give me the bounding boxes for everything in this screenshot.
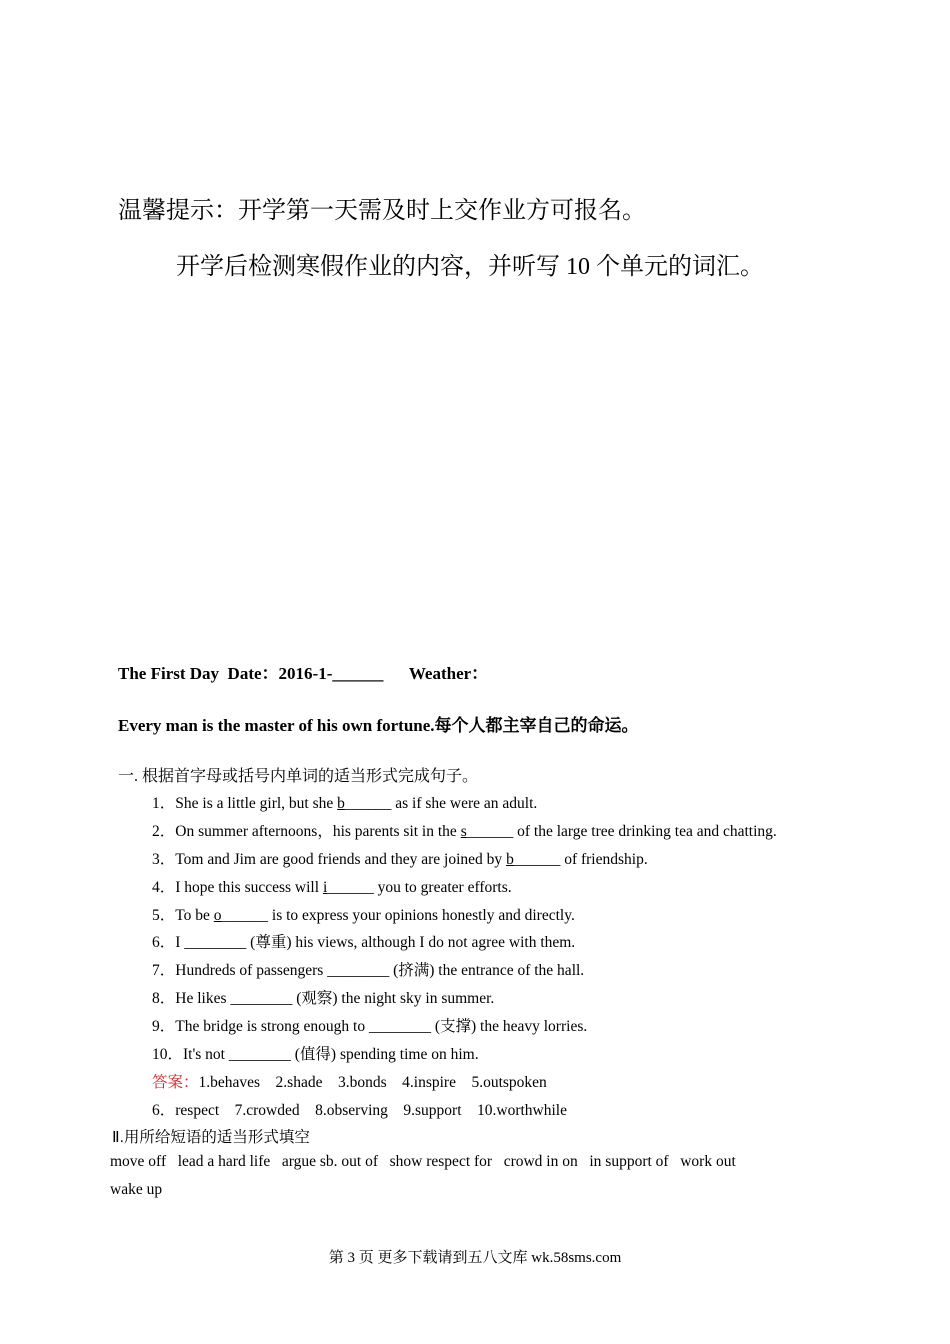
answers-line-2: 6．respect 7.crowded 8.observing 9.support 10.worthwhile bbox=[152, 1102, 567, 1119]
question-item: 1．She is a little girl, but she b______ as if she were an adult. bbox=[152, 795, 538, 812]
notice-line-1: 温馨提示：开学第一天需及时上交作业方可报名。 bbox=[118, 198, 646, 224]
motto bbox=[118, 711, 639, 736]
question-item: 10．It's not ________ (值得) spending time on him. bbox=[152, 1046, 479, 1063]
date-label: Date： bbox=[227, 664, 279, 683]
question-item: 2．On summer afternoons，his parents sit in the s______ of the large tree drinking tea and chatting. bbox=[152, 823, 777, 840]
question-item: 4．I hope this success will i______ you to greater efforts. bbox=[152, 879, 512, 896]
day-header bbox=[118, 659, 488, 684]
phrase-bank-line-1: move off lead a hard life argue sb. out of show respect for crowd in on in support of work out bbox=[110, 1153, 736, 1170]
question-item: 6．I ________ (尊重) his views, although I do not agree with them. bbox=[152, 934, 576, 951]
question-item: 3．Tom and Jim are good friends and they are joined by b______ of friendship. bbox=[152, 851, 648, 868]
question-item: 9．The bridge is strong enough to ________ (支撑) the heavy lorries. bbox=[152, 1018, 588, 1035]
page-footer: 第 3 页 更多下载请到五八文库 wk.58sms.com bbox=[328, 1250, 622, 1266]
date-value: 2016-1-______ bbox=[278, 664, 384, 683]
answers-line-1 bbox=[152, 1070, 547, 1092]
answer-label: 答案： bbox=[152, 1074, 199, 1091]
notice-line-2: 开学后检测寒假作业的内容，并听写 10 个单元的词汇。 bbox=[176, 254, 764, 280]
motto-english: Every man is the master of his own fortune. bbox=[118, 716, 435, 735]
weather-label: Weather： bbox=[408, 664, 489, 683]
answers-text-1: 1.behaves 2.shade 3.bonds 4.inspire 5.outspoken bbox=[198, 1074, 547, 1091]
motto-chinese: 每个人都主宰自己的命运。 bbox=[434, 716, 639, 735]
question-item: 5．To be o______ is to express your opinions honestly and directly. bbox=[152, 907, 575, 924]
section1-heading: 一. 根据首字母或括号内单词的适当形式完成句子。 bbox=[118, 768, 479, 785]
section2-heading: Ⅱ.用所给短语的适当形式填空 bbox=[112, 1129, 310, 1146]
question-item: 8．He likes ________ (观察) the night sky in summer. bbox=[152, 990, 495, 1007]
question-item: 7．Hundreds of passengers ________ (挤满) the entrance of the hall. bbox=[152, 962, 585, 979]
phrase-bank-line-2: wake up bbox=[110, 1181, 163, 1198]
day-title: The First Day bbox=[118, 664, 220, 683]
